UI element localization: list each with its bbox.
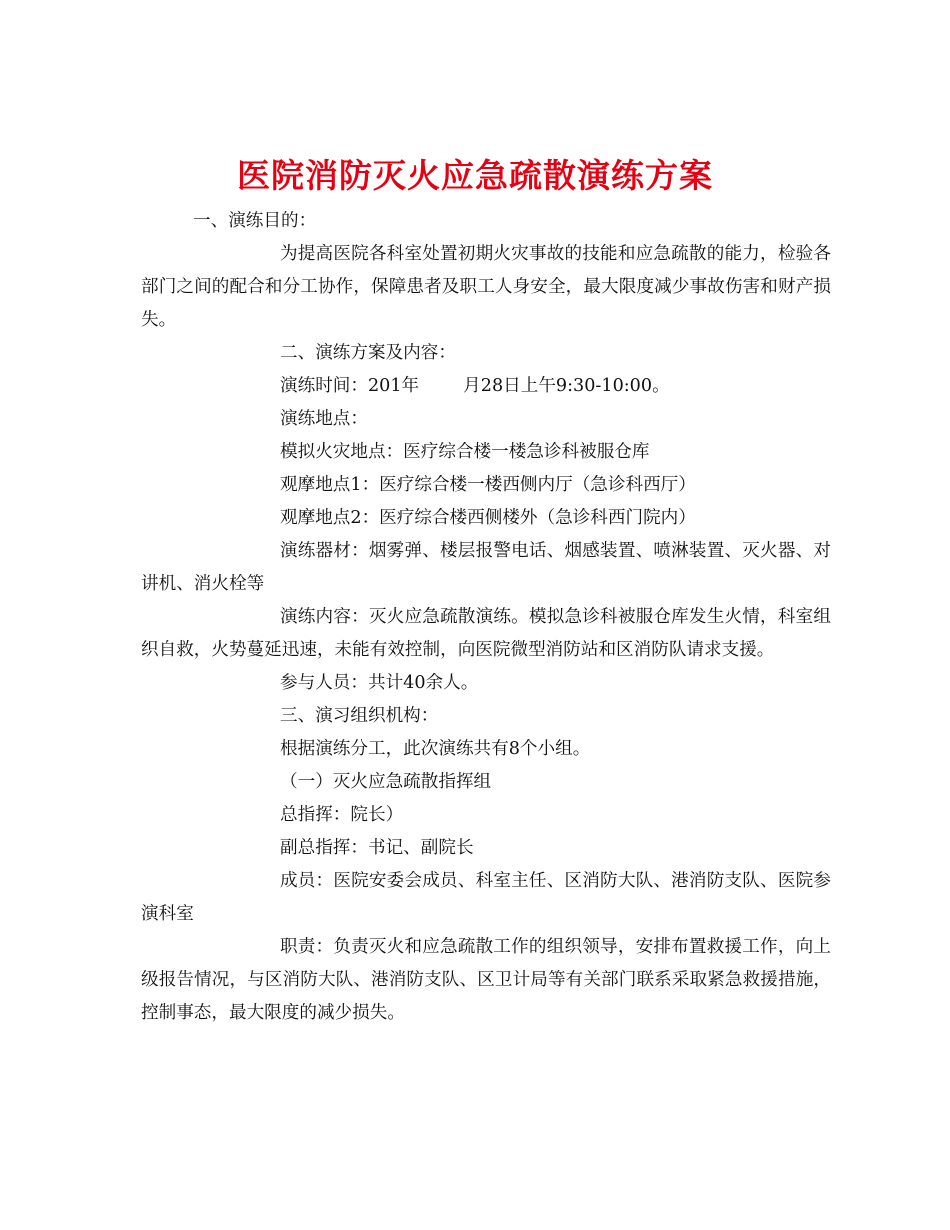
paragraph-purpose: 为提高医院各科室处置初期火灾事故的技能和应急疏散的能力，检验各部门之间的配合和分工协作，保障患者及职工人身安全，最大限度减少事故伤害和财产损失。 <box>141 244 831 330</box>
drill-time <box>141 370 831 403</box>
commander-in-chief: 总指挥：院长） <box>280 805 404 825</box>
deputy-commander: 副总指挥：书记、副院长 <box>280 838 474 858</box>
section-heading-organization: 三、演习组织机构： <box>280 706 439 726</box>
document-body <box>141 205 831 1030</box>
drill-time-year: 演练时间：201年 <box>280 376 420 396</box>
drill-content: 演练内容：灭火应急疏散演练。模拟急诊科被服仓库发生火情，科室组织自救，火势蔓延迅速，未能有效控制，向医院微型消防站和区消防队请求支援。 <box>141 607 831 660</box>
simulated-fire-location: 模拟火灾地点：医疗综合楼一楼急诊科被服仓库 <box>280 442 650 462</box>
observation-location-2: 观摩地点2：医疗综合楼西侧楼外（急诊科西门院内） <box>280 508 696 528</box>
section-heading-plan: 二、演练方案及内容： <box>280 343 456 363</box>
group-count: 根据演练分工，此次演练共有8个小组。 <box>280 739 591 759</box>
document-title: 医院消防灭火应急疏散演练方案 <box>237 156 713 196</box>
participants: 参与人员：共计40余人。 <box>280 673 479 693</box>
command-group-heading: （一）灭火应急疏散指挥组 <box>280 772 492 792</box>
group-responsibilities: 职责：负责灭火和应急疏散工作的组织领导，安排布置救援工作，向上级报告情况，与区消防大队、港消防支队、区卫计局等有关部门联系采取紧急救援措施，控制事态，最大限度的减少损失。 <box>141 937 831 1023</box>
section-heading-purpose: 一、演练目的： <box>193 211 317 231</box>
drill-time-date: 月28日上午9:30-10:00。 <box>463 376 670 396</box>
group-members: 成员：医院安委会成员、科室主任、区消防大队、港消防支队、医院参演科室 <box>141 871 831 924</box>
observation-location-1: 观摩地点1：医疗综合楼一楼西侧内厅（急诊科西厅） <box>280 475 696 495</box>
drill-location-heading: 演练地点： <box>280 409 368 429</box>
drill-equipment: 演练器材：烟雾弹、楼层报警电话、烟感装置、喷淋装置、灭火器、对讲机、消火栓等 <box>141 541 831 594</box>
